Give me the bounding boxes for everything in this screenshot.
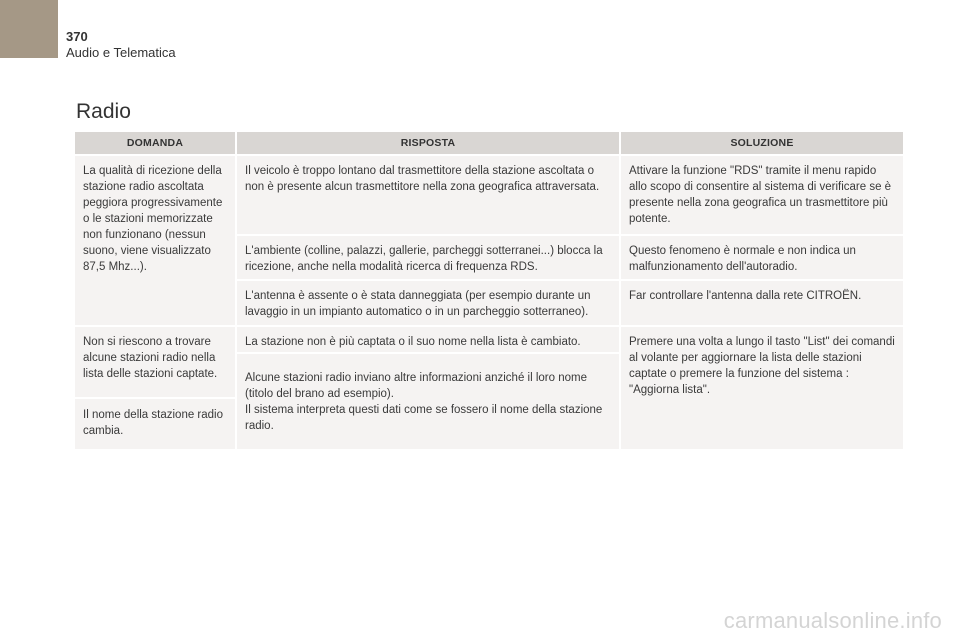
question-cell-group (75, 325, 235, 449)
solution-cell: Attivare la funzione "RDS" tramite il menu rapido allo scopo di consentire al sistema di verificare se è presente nella zona geografica un trasmettitore più potente. (619, 154, 903, 234)
question-cell: Non si riescono a trovare alcune stazioni radio nella lista delle stazioni captate. (83, 336, 218, 380)
column-header-soluzione: SOLUZIONE (619, 132, 903, 154)
answer-text: Alcune stazioni radio inviano altre informazioni anziché il loro nome (titolo del brano ad esempio). (245, 372, 587, 400)
solution-cell: Questo fenomeno è normale e non indica un malfunzionamento dell'autoradio. (619, 234, 903, 279)
section-name: Audio e Telematica (66, 45, 176, 60)
question-cell: La qualità di ricezione della stazione radio ascoltata peggiora progressivamente o le stazioni memorizzate non funzionano (nessun suono, viene visualizzato 87,5 Mhz...). (75, 154, 235, 325)
answer-cell: L'antenna è assente o è stata danneggiata (per esempio durante un lavaggio in un impianto automatico o in un parcheggio sotterraneo). (235, 279, 619, 325)
troubleshooting-table (75, 132, 903, 449)
answer-cell: La stazione non è più captata o il suo nome nella lista è cambiato. (235, 325, 619, 352)
answer-text: Il sistema interpreta questi dati come se fossero il nome della stazione radio. (245, 404, 603, 432)
column-header-risposta: RISPOSTA (235, 132, 619, 154)
answer-cell: Il veicolo è troppo lontano dal trasmettitore della stazione ascoltata o non è presente alcun trasmettitore nella zona geografica attraversata. (235, 154, 619, 234)
question-cell: Il nome della stazione radio cambia. (75, 397, 235, 449)
answer-cell (235, 352, 619, 449)
column-header-domanda: DOMANDA (75, 132, 235, 154)
page-title: Radio (76, 100, 131, 123)
page-corner-tab (0, 0, 58, 58)
solution-cell: Far controllare l'antenna dalla rete CITROËN. (619, 279, 903, 325)
answer-cell: L'ambiente (colline, palazzi, gallerie, parcheggi sotterranei...) blocca la ricezione, anche nella modalità ricerca di frequenza RDS. (235, 234, 619, 279)
page-number: 370 (66, 29, 88, 44)
solution-cell: Premere una volta a lungo il tasto "List" dei comandi al volante per aggiornare la lista delle stazioni captate o premere la funzione del sistema : "Aggiorna lista". (619, 325, 903, 449)
watermark: carmanualsonline.info (723, 608, 942, 633)
